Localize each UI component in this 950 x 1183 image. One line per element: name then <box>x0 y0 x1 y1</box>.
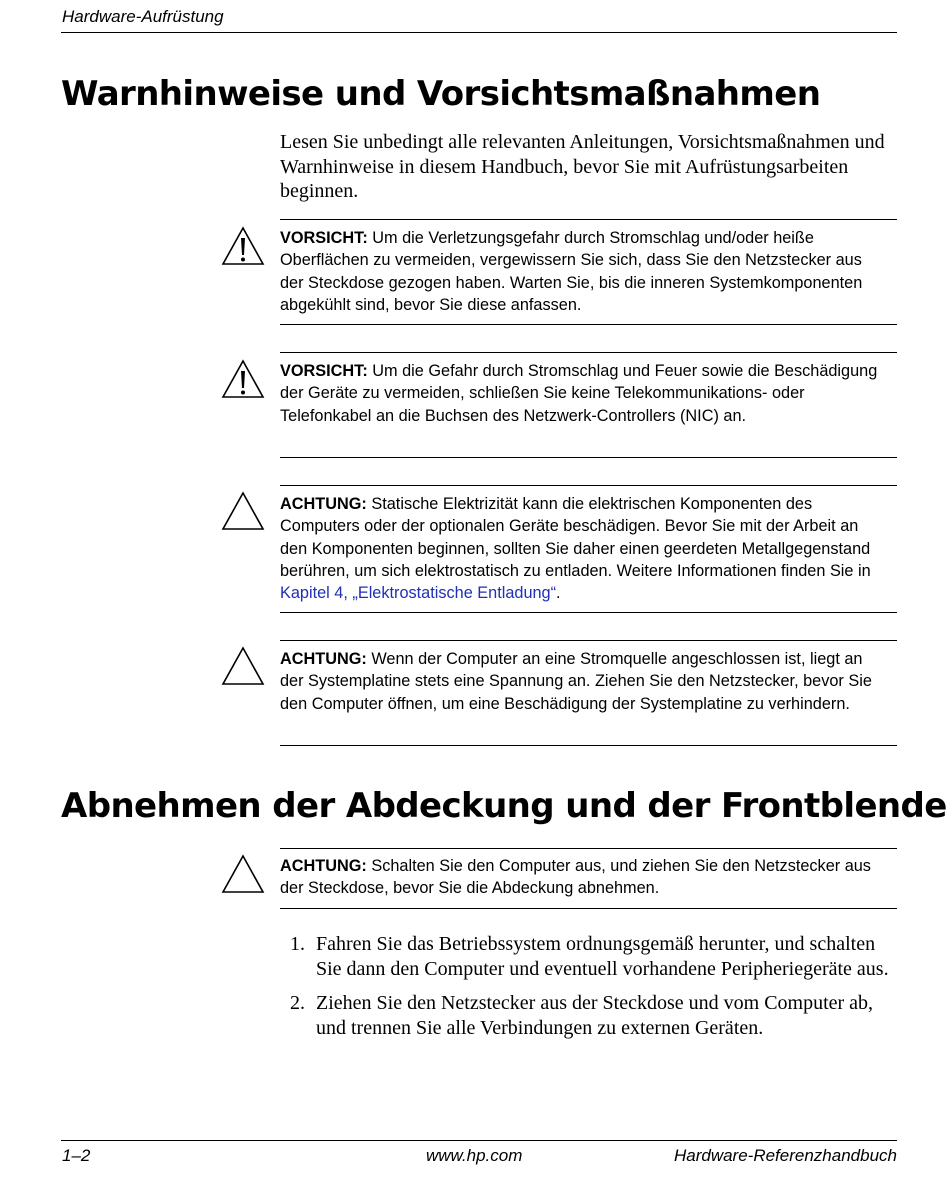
chapter-4-link[interactable]: Kapitel 4, „Elektrostatische Entladung“ <box>280 584 557 603</box>
caution-note <box>280 227 880 316</box>
note-rule-top <box>280 640 897 641</box>
section-title-warnings: Warnhinweise und Vorsichtsmaßnahmen <box>61 74 821 114</box>
step-number: 1. <box>290 933 305 955</box>
note-label: ACHTUNG: <box>280 650 367 668</box>
note-rule-bottom <box>280 908 897 909</box>
intro-paragraph: Lesen Sie unbedingt alle relevanten Anleitungen, Vorsichtsmaßnahmen und Warnhinweise in diesem Handbuch, bevor Sie mit Aufrüstungsarbeiten beginnen. <box>280 131 885 202</box>
caution-triangle-icon <box>221 491 265 531</box>
header-rule <box>61 32 897 33</box>
note-label: VORSICHT: <box>280 229 368 247</box>
note-rule-top <box>280 848 897 849</box>
page-number: 1–2 <box>62 1146 91 1165</box>
note-rule-bottom <box>280 457 897 458</box>
note-rule-bottom <box>280 612 897 613</box>
note-body: Um die Verletzungsgefahr durch Stromschlag und/oder heiße Oberflächen zu vermeiden, vergewissern Sie sich, dass Sie den Netzstecker aus der Steckdose gezogen haben. Warten Sie, bis die inneren Systemkomponenten abgekühlt sind, bevor Sie diese anfassen. <box>280 229 863 314</box>
step-text: Fahren Sie das Betriebssystem ordnungsgemäß herunter, und schalten Sie dann den Computer und eventuell vorhandene Peripheriegeräte aus. <box>316 933 889 980</box>
note-rule-top <box>280 219 897 220</box>
warning-exclamation-icon <box>221 359 265 399</box>
footer-url: www.hp.com <box>426 1146 523 1165</box>
note-label: VORSICHT: <box>280 362 368 380</box>
note-rule-top <box>280 352 897 353</box>
note-body: Um die Gefahr durch Stromschlag und Feuer sowie die Beschädigung der Geräte zu vermeiden, schließen Sie keine Telekommunikations- oder Telefonkabel an die Buchsen des Netzwerk-Controllers (NIC) an. <box>280 362 878 425</box>
running-header: Hardware-Aufrüstung <box>62 7 224 26</box>
note-body-end: . <box>556 584 561 603</box>
footer-rule <box>61 1140 897 1141</box>
caution-triangle-icon <box>221 854 265 894</box>
note-body: Statische Elektrizität kann die elektrischen Komponenten des Computers oder der optionalen Geräte beschädigen. Bevor Sie mit der Arbeit an den Komponenten beginnen, sollten Sie daher einen geerdeten Metallgegenstand berühren, um sich elektrostatisch zu entladen. Weitere Informationen finden Sie in <box>280 495 871 580</box>
attention-note <box>280 648 880 715</box>
note-rule-bottom <box>280 324 897 325</box>
note-label: ACHTUNG: <box>280 857 367 875</box>
list-item <box>290 932 902 982</box>
step-text: Ziehen Sie den Netzstecker aus der Steckdose und vom Computer ab, und trennen Sie alle Verbindungen zu externen Geräten. <box>316 992 874 1039</box>
step-number: 2. <box>290 992 305 1014</box>
section-title-cover: Abnehmen der Abdeckung und der Frontblende <box>61 786 947 826</box>
warning-exclamation-icon <box>221 226 265 266</box>
note-body: Schalten Sie den Computer aus, und ziehen Sie den Netzstecker aus der Steckdose, bevor Sie die Abdeckung abnehmen. <box>280 857 871 898</box>
caution-note <box>280 360 880 427</box>
attention-note <box>280 855 880 900</box>
list-item <box>290 991 902 1041</box>
note-rule-top <box>280 485 897 486</box>
note-body: Wenn der Computer an eine Stromquelle angeschlossen ist, liegt an der Systemplatine stets eine Spannung an. Ziehen Sie den Netzstecker, bevor Sie den Computer öffnen, um eine Beschädigung der Systemplatine zu verhindern. <box>280 650 872 713</box>
caution-triangle-icon <box>221 646 265 686</box>
attention-note <box>280 493 880 604</box>
note-label: ACHTUNG: <box>280 495 367 513</box>
procedure-steps <box>290 932 902 1050</box>
footer-book-title: Hardware-Referenzhandbuch <box>673 1146 897 1165</box>
note-rule-bottom <box>280 745 897 746</box>
